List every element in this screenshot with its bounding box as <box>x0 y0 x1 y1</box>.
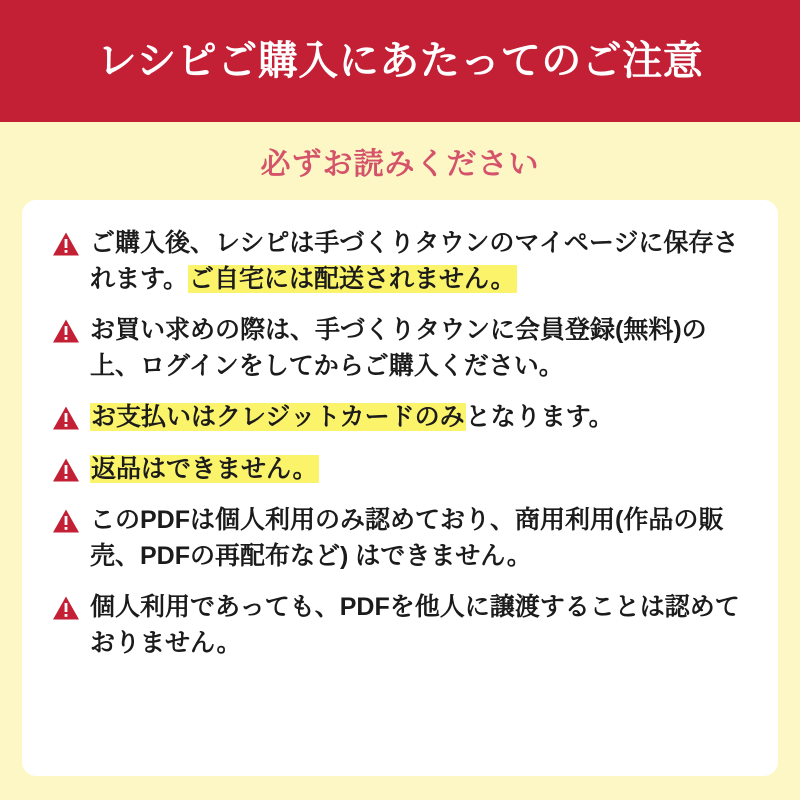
warning-triangle-icon <box>52 318 80 344</box>
plain-text: ご購入後、レシピは手づくりタウンのマイページに保存されます。 <box>90 229 739 293</box>
note-text-4 <box>90 503 748 574</box>
highlighted-text: 返品はできません。 <box>91 454 318 483</box>
note-text-2 <box>90 400 614 436</box>
plain-text: となります。 <box>465 403 614 431</box>
highlighted-text: ご自宅には配送されません。 <box>189 264 516 293</box>
notes-card <box>22 200 778 776</box>
note-text-5 <box>90 590 748 661</box>
list-item <box>52 590 748 661</box>
warning-triangle-icon <box>52 231 80 257</box>
plain-text: 個人利用であっても、PDFを他人に譲渡することは認めておりません。 <box>90 593 740 657</box>
note-text-3 <box>90 452 319 488</box>
warning-triangle-icon <box>52 595 80 621</box>
list-item <box>52 503 748 574</box>
plain-text: お買い求めの際は、手づくりタウンに会員登録(無料)の上、ログインをしてからご購入ください。 <box>90 316 707 380</box>
plain-text: このPDFは個人利用のみ認めており、商用利用(作品の販売、PDFの再配布など) はできません。 <box>90 506 724 570</box>
warning-triangle-icon <box>52 457 80 483</box>
list-item <box>52 226 748 297</box>
subtitle: 必ずお読みください <box>260 148 540 181</box>
page-title: レシピご購入にあたってのご注意 <box>96 39 704 83</box>
list-item <box>52 452 748 488</box>
list-item <box>52 313 748 384</box>
list-item <box>52 400 748 436</box>
warning-triangle-icon <box>52 405 80 431</box>
header-banner <box>0 0 800 122</box>
highlighted-text: お支払いはクレジットカードのみ <box>91 403 465 431</box>
subtitle-section <box>0 122 800 200</box>
note-text-1 <box>90 313 748 384</box>
note-text-0 <box>90 226 748 297</box>
warning-triangle-icon <box>52 508 80 534</box>
